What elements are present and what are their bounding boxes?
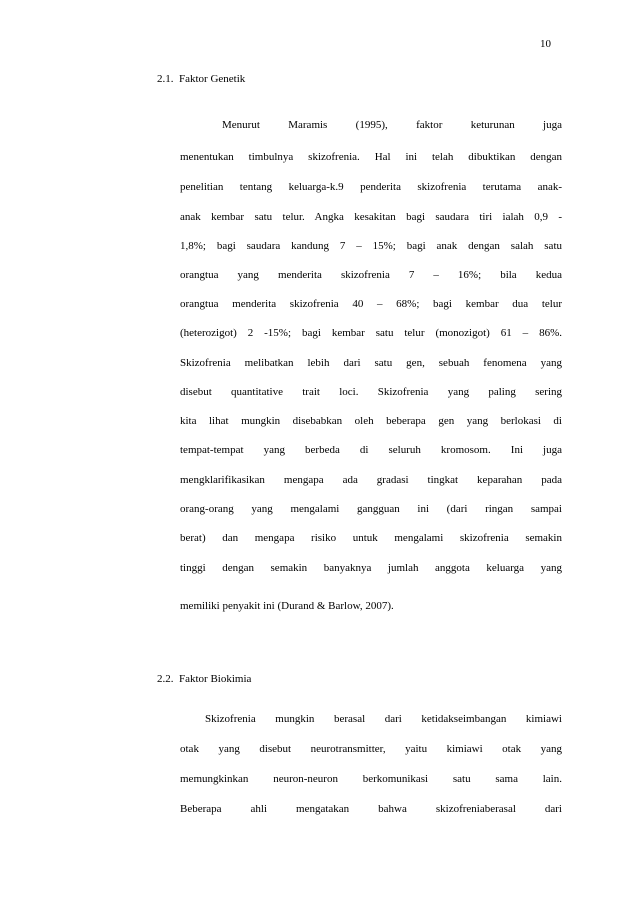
paragraph-line: tempat-tempat yang berbeda di seluruh kromosom. Ini juga — [180, 444, 562, 456]
paragraph-line: mengklarifikasikan mengapa ada gradasi tingkat keparahan pada — [180, 474, 562, 486]
paragraph-line: Skizofrenia mungkin berasal dari ketidakseimbangan kimiawi — [205, 713, 562, 725]
paragraph-line: otak yang disebut neurotransmitter, yaitu kimiawi otak yang — [180, 743, 562, 755]
paragraph-line: Menurut Maramis (1995), faktor keturunan juga — [222, 119, 562, 131]
section-heading-genetic: 2.1. Faktor Genetik — [157, 73, 246, 85]
paragraph-line: orangtua yang menderita skizofrenia 7 – 16%; bila kedua — [180, 269, 562, 281]
paragraph-line: tinggi dengan semakin banyaknya jumlah anggota keluarga yang — [180, 562, 562, 574]
paragraph-line: menentukan timbulnya skizofrenia. Hal ini telah dibuktikan dengan — [180, 151, 562, 163]
paragraph-line: Beberapa ahli mengatakan bahwa skizofreniaberasal dari — [180, 803, 562, 815]
paragraph-line: disebut quantitative trait loci. Skizofrenia yang paling sering — [180, 386, 562, 398]
paragraph-line: anak kembar satu telur. Angka kesakitan bagi saudara tiri ialah 0,9 - — [180, 211, 562, 223]
paragraph-line: memiliki penyakit ini (Durand & Barlow, 2007). — [180, 600, 394, 612]
section-heading-biochemistry: 2.2. Faktor Biokimia — [157, 673, 252, 685]
paragraph-line: Skizofrenia melibatkan lebih dari satu gen, sebuah fenomena yang — [180, 357, 562, 369]
paragraph-line: berat) dan mengapa risiko untuk mengalami skizofrenia semakin — [180, 532, 562, 544]
paragraph-line: orang-orang yang mengalami gangguan ini (dari ringan sampai — [180, 503, 562, 515]
paragraph-line: (heterozigot) 2 -15%; bagi kembar satu telur (monozigot) 61 – 86%. — [180, 327, 562, 339]
paragraph-line: memungkinkan neuron-neuron berkomunikasi satu sama lain. — [180, 773, 562, 785]
paragraph-line: kita lihat mungkin disebabkan oleh beberapa gen yang berlokasi di — [180, 415, 562, 427]
paragraph-line: penelitian tentang keluarga-k.9 penderita skizofrenia terutama anak- — [180, 181, 562, 193]
page-number: 10 — [540, 38, 551, 50]
paragraph-line: 1,8%; bagi saudara kandung 7 – 15%; bagi anak dengan salah satu — [180, 240, 562, 252]
paragraph-line: orangtua menderita skizofrenia 40 – 68%; bagi kembar dua telur — [180, 298, 562, 310]
